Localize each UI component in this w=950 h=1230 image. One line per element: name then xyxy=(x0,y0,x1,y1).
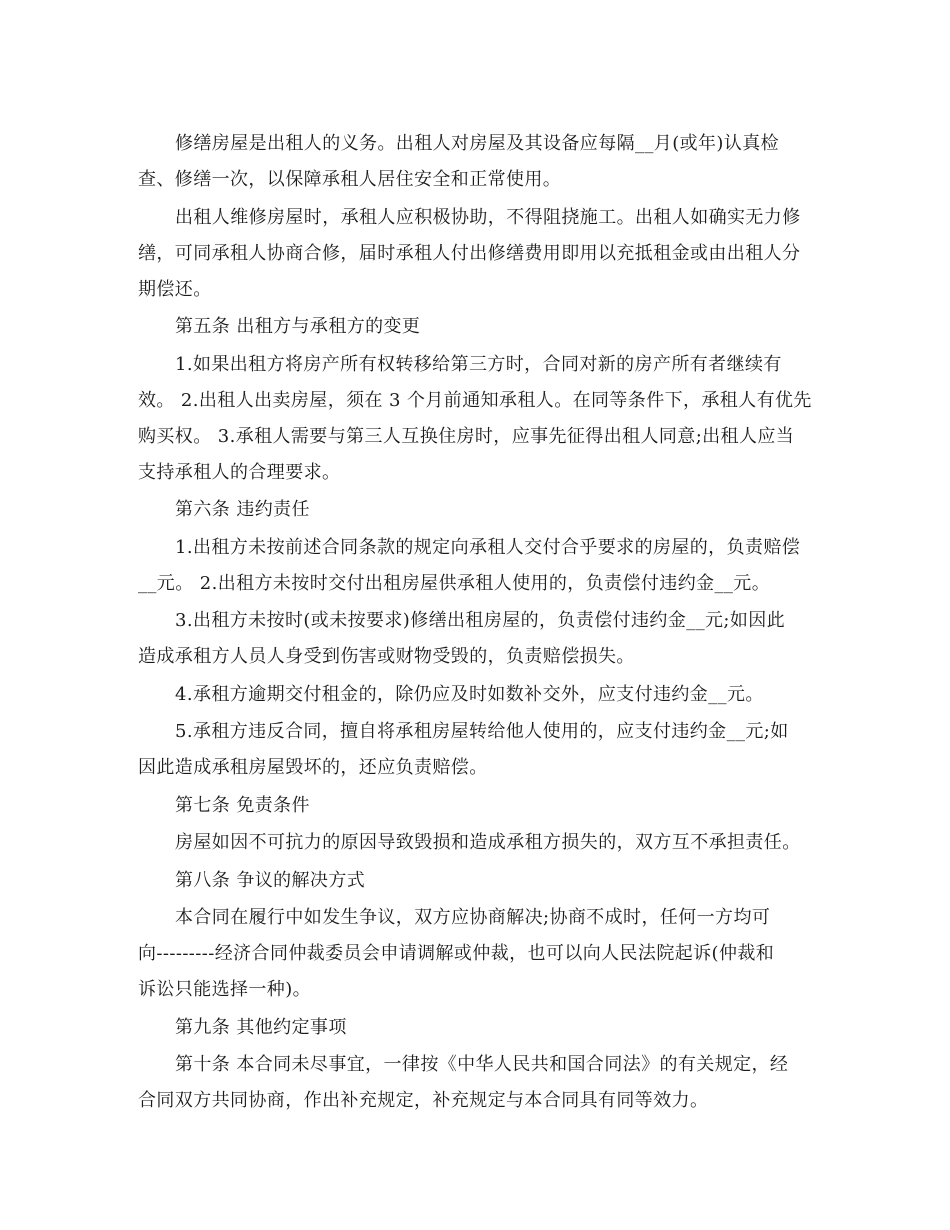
paragraph-line: 1.如果出租方将房产所有权转移给第三方时，合同对新的房产所有者继续有 xyxy=(175,353,782,375)
paragraph-line: 1.出租方未按前述合同条款的规定向承租人交付合乎要求的房屋的，负责赔偿 xyxy=(175,536,801,558)
section-heading: 第六条 违约责任 xyxy=(175,499,310,520)
paragraph-line: 期偿还。 xyxy=(138,278,212,300)
paragraph-line: 缮，可同承租人协商合修，届时承租人付出修缮费用即用以充抵租金或由出租人分 xyxy=(138,242,801,264)
section-heading: 第七条 免责条件 xyxy=(175,794,310,816)
section-heading: 第八条 争议的解决方式 xyxy=(175,869,366,891)
paragraph-line: 出租人维修房屋时，承租人应积极协助，不得阻挠施工。出租人如确实无力修 xyxy=(175,206,801,228)
paragraph-line: 3.出租方未按时(或未按要求)修缮出租房屋的，负责偿付违约金__元;如因此 xyxy=(175,610,786,631)
paragraph-line: 5.承租方违反合同，擅自将承租房屋转给他人使用的，应支付违约金__元;如 xyxy=(175,721,789,742)
section-heading: 第五条 出租方与承租方的变更 xyxy=(175,316,421,337)
paragraph-line: 支持承租人的合理要求。 xyxy=(138,461,341,483)
document-body xyxy=(138,126,818,1119)
paragraph-line: 查、修缮一次，以保障承租人居住安全和正常使用。 xyxy=(138,169,562,190)
paragraph-line: 购买权。 3.承租人需要与第三人互换住房时，应事先征得出租人同意;出租人应当 xyxy=(138,425,795,447)
paragraph-line: 第十条 本合同未尽事宜，一律按《中华人民共和国合同法》的有关规定，经 xyxy=(175,1054,789,1075)
paragraph-line: __元。 2.出租方未按时交付出租房屋供承租人使用的，负责偿付违约金__元。 xyxy=(138,572,771,594)
paragraph-line: 房屋如因不可抗力的原因导致毁损和造成承租方损失的，双方互不承担责任。 xyxy=(175,832,801,853)
paragraph-line: 造成承租方人员人身受到伤害或财物受毁的，负责赔偿损失。 xyxy=(138,646,635,667)
paragraph-line: 向---------经济合同仲裁委员会申请调解或仲裁，也可以向人民法院起诉(仲裁和 xyxy=(138,943,775,964)
paragraph-line: 效。 2.出租人出卖房屋，须在 3 个月前通知承租人。在同等条件下，承租人有优先 xyxy=(138,389,812,411)
paragraph-line: 修缮房屋是出租人的义务。出租人对房屋及其设备应每隔__月(或年)认真检 xyxy=(175,133,780,154)
section-heading: 第九条 其他约定事项 xyxy=(175,1016,347,1038)
paragraph-line: 因此造成承租房屋毁坏的，还应负责赔偿。 xyxy=(138,757,488,778)
paragraph-line: 4.承租方逾期交付租金的，除仍应及时如数补交外，应支付违约金__元。 xyxy=(175,683,764,705)
paragraph-line: 本合同在履行中如发生争议，双方应协商解决;协商不成时，任何一方均可 xyxy=(175,907,771,928)
paragraph-line: 诉讼只能选择一种)。 xyxy=(138,979,312,1000)
paragraph-line: 合同双方共同协商，作出补充规定，补充规定与本合同具有同等效力。 xyxy=(138,1090,709,1111)
